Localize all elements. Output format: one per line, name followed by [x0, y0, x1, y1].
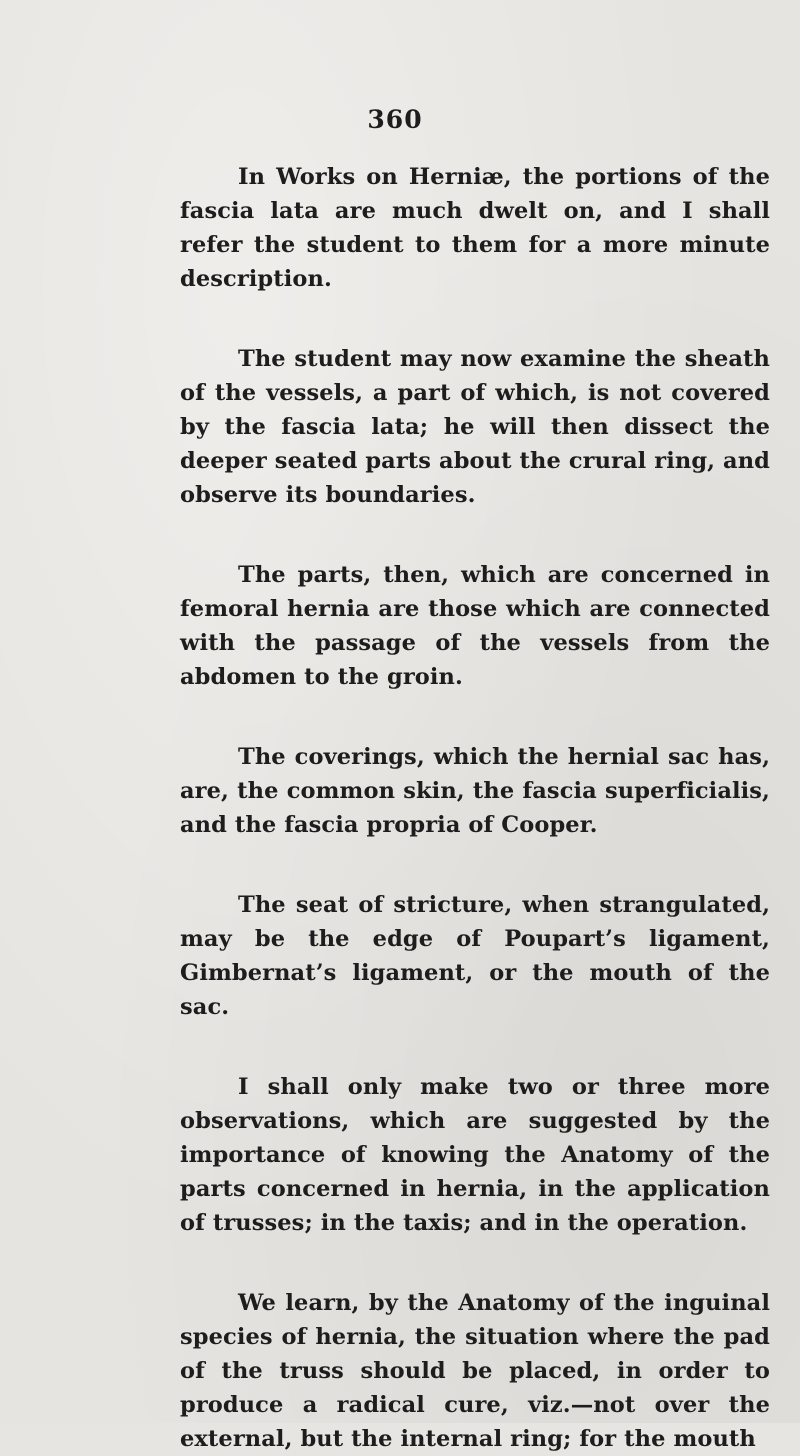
paragraph-observations: I shall only make two or three more observations, which are suggested by the importance of knowing the Anatomy of the parts concerned in hernia, in the application of trusses; in the taxis; and in the operation.: [180, 1074, 770, 1236]
paragraph-femoral-parts: The parts, then, which are concerned in femoral hernia are those which are connected with the passage of the vessels from the abdomen to the groin.: [180, 562, 770, 690]
paragraph-truss: We learn, by the Anatomy of the inguinal species of hernia, the situation where the pad of the truss should be placed, in order to produce a radical cure, viz.—not over the external, but the internal ring; for the mouth: [180, 1290, 770, 1452]
paragraph-sheath-vessels: The student may now examine the sheath of the vessels, a part of which, is not covered by the fascia lata; he will then dissect the deeper seated parts about the crural ring, and observe its boundaries.: [180, 346, 770, 508]
paragraph-coverings: The coverings, which the hernial sac has, are, the common skin, the fascia superficialis, and the fascia propria of Cooper.: [180, 744, 770, 838]
paragraph-hernia-works: In Works on Herniæ, the portions of the fascia lata are much dwelt on, and I shall refer the student to them for a more minute description.: [180, 164, 770, 292]
page-number: 360: [367, 105, 423, 134]
body-text: [180, 160, 770, 1456]
paragraph-stricture: The seat of stricture, when strangulated, may be the edge of Poupart’s ligament, Gimbernat’s ligament, or the mouth of the sac.: [180, 892, 770, 1020]
